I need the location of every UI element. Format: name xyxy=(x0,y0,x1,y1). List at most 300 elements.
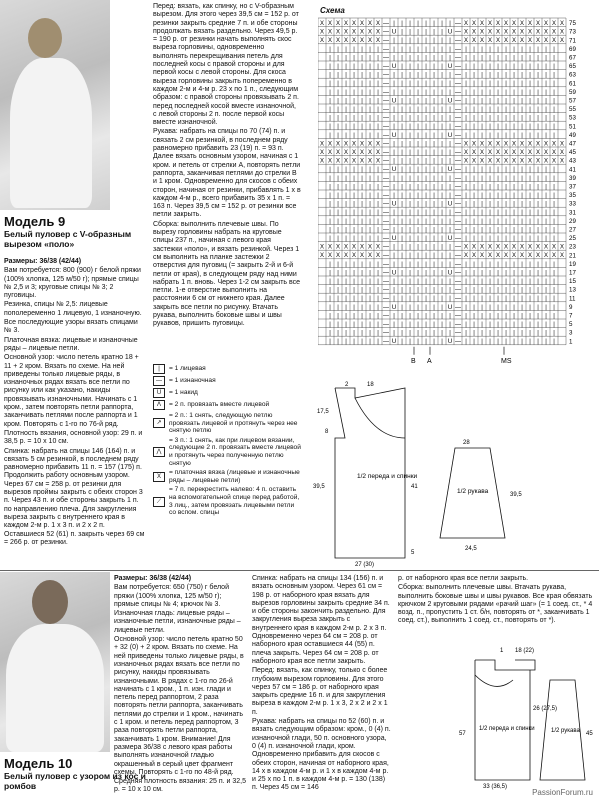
chart-cell-symbol: X xyxy=(527,29,533,36)
chart-cell-symbol: | xyxy=(473,210,475,217)
chart-cell-symbol: — xyxy=(383,158,389,165)
chart-cell-symbol: | xyxy=(409,132,411,139)
chart-cell-symbol: | xyxy=(409,150,411,156)
chart-cell-symbol: | xyxy=(353,339,355,346)
chart-cell-symbol: X xyxy=(375,158,381,165)
chart-cell-symbol: | xyxy=(553,72,555,79)
chart-cell-symbol: | xyxy=(529,287,531,294)
chart-cell-symbol: | xyxy=(449,175,451,182)
chart-cell-symbol: X xyxy=(543,150,549,156)
chart-cell-symbol: — xyxy=(455,330,461,337)
legend-symbol: U xyxy=(153,388,165,398)
chart-cell-symbol: X xyxy=(359,29,365,36)
chart-cell-symbol: X xyxy=(527,150,533,156)
chart-cell-symbol: | xyxy=(513,55,515,62)
chart-cell-symbol: | xyxy=(473,115,475,122)
chart-cell-symbol: | xyxy=(393,175,395,182)
chart-cell-symbol: | xyxy=(553,107,555,113)
chart-cell-symbol: X xyxy=(335,141,341,148)
chart-cell-symbol: | xyxy=(545,227,547,234)
chart-row-label: 37 xyxy=(569,183,576,191)
chart-row-label: 25 xyxy=(569,235,576,243)
chart-cell-symbol: | xyxy=(529,115,531,122)
chart-cell-symbol: | xyxy=(361,296,363,303)
chart-cell-symbol: | xyxy=(409,201,411,208)
chart-cell-symbol: | xyxy=(433,89,435,96)
chart-cell-symbol: | xyxy=(401,150,403,156)
chart-cell-symbol: | xyxy=(553,132,555,139)
chart-cell-symbol: | xyxy=(441,81,443,88)
chart-cell-symbol: | xyxy=(529,339,531,346)
chart-cell-symbol: | xyxy=(329,124,331,131)
chart-cell-symbol: | xyxy=(489,46,491,53)
chart-cell-symbol: | xyxy=(409,322,411,328)
chart-cell-symbol: | xyxy=(409,218,411,225)
chart-cell-symbol: | xyxy=(417,175,419,182)
chart-cell-symbol: | xyxy=(529,210,531,217)
chart-cell-symbol: | xyxy=(513,287,515,294)
chart-cell-symbol: | xyxy=(353,201,355,208)
chart-cell-symbol: | xyxy=(521,339,523,346)
m9-left-p1: Вам потребуется: 800 (900) г белой пряжи (100% хлопка, 125 м/50 г); прямые спицы № 2,5 и 3; круговые спицы № 3; 2 пуговицы. xyxy=(4,267,141,300)
chart-cell-symbol: | xyxy=(401,141,403,148)
chart-cell-symbol: — xyxy=(383,98,389,105)
chart-cell-symbol: | xyxy=(449,210,451,217)
m10-c2-p0: Спинка: набрать на спицы 134 (156) п. и вязать основным узором. Через 61 см = 198 р. от наборного края вязать для вырезов горловины закрыть средние 34 п. и обе стороны закончить раздельно. Для закругления выреза закрыть с внутреннего края в каждом 2-м р. 2 х 3 п. Одновременно через 64 см = 208 р. от наборного края оставшиеся 44 (55) п. плеча закрыть. Через 64 см = 208 р. от наборного края все петли закрыть. xyxy=(252,575,390,665)
chart-cell-symbol: X xyxy=(511,244,517,251)
chart-cell-symbol: | xyxy=(409,141,411,148)
chart-row-label: 61 xyxy=(569,80,576,88)
chart-cell-symbol: | xyxy=(529,296,531,303)
chart-cell-symbol: | xyxy=(417,115,419,122)
chart-cell-symbol: | xyxy=(545,210,547,217)
chart-cell-symbol: | xyxy=(345,184,347,191)
chart-cell-symbol: | xyxy=(545,236,547,242)
chart-cell-symbol: | xyxy=(329,175,331,182)
chart-cell-symbol: | xyxy=(361,339,363,346)
chart-cell-symbol: U xyxy=(447,29,453,36)
chart-cell-symbol: X xyxy=(327,158,333,165)
chart-cell-symbol: X xyxy=(543,38,549,45)
chart-cell-symbol: | xyxy=(329,261,331,268)
chart-cell-symbol: | xyxy=(513,304,515,311)
chart-cell-symbol: | xyxy=(521,193,523,199)
chart-cell-symbol: | xyxy=(337,339,339,346)
chart-cell-symbol: — xyxy=(455,21,461,27)
chart-cell-symbol: | xyxy=(361,72,363,79)
chart-cell-symbol: X xyxy=(375,150,381,156)
chart-cell-symbol: U xyxy=(391,29,397,36)
chart-cell-symbol: — xyxy=(383,21,389,27)
model9-left-column xyxy=(4,258,147,548)
chart-cell-symbol: | xyxy=(377,218,379,225)
chart-cell-symbol: | xyxy=(425,64,427,70)
chart-cell-symbol: X xyxy=(327,253,333,260)
chart-cell-symbol: | xyxy=(433,141,435,148)
chart-cell-symbol: X xyxy=(519,141,525,148)
chart-cell-symbol: | xyxy=(401,210,403,217)
chart-cell-symbol: | xyxy=(433,322,435,328)
chart-cell-symbol: | xyxy=(489,107,491,113)
chart-cell-symbol: | xyxy=(497,124,499,131)
chart-cell-symbol: | xyxy=(425,270,427,277)
chart-cell-symbol: | xyxy=(329,279,331,285)
chart-cell-symbol: | xyxy=(361,193,363,199)
chart-cell-symbol: X xyxy=(511,141,517,148)
chart-cell-symbol: | xyxy=(465,175,467,182)
chart-cell-symbol: | xyxy=(377,279,379,285)
chart-cell-symbol: | xyxy=(441,330,443,337)
chart-cell-symbol: | xyxy=(377,107,379,113)
chart-row-label: 49 xyxy=(569,131,576,139)
chart-cell-symbol: | xyxy=(401,89,403,96)
chart-cell-symbol: — xyxy=(455,55,461,62)
chart-cell-symbol: X xyxy=(503,38,509,45)
chart-cell-symbol: | xyxy=(529,124,531,131)
chart-cell-symbol: | xyxy=(369,339,371,346)
model10-title-text: Модель 10 xyxy=(4,756,73,771)
chart-cell-symbol: | xyxy=(505,210,507,217)
chart-cell-symbol: X xyxy=(471,244,477,251)
chart-cell-symbol: | xyxy=(337,227,339,234)
m9-left-p6: Плотность вязания, основной узор: 29 п. и 38,5 р. = 10 х 10 см. xyxy=(4,429,143,446)
chart-cell-symbol: | xyxy=(329,55,331,62)
chart-cell-symbol: | xyxy=(489,330,491,337)
chart-cell-symbol: | xyxy=(497,64,499,70)
chart-cell-symbol: | xyxy=(425,55,427,62)
chart-cell-symbol: | xyxy=(545,175,547,182)
chart-cell-symbol: | xyxy=(377,330,379,337)
chart-row-label: 75 xyxy=(569,20,576,28)
chart-cell-symbol: | xyxy=(521,201,523,208)
chart-cell-symbol: | xyxy=(513,175,515,182)
chart-cell-symbol: | xyxy=(353,55,355,62)
chart-cell-symbol: — xyxy=(455,193,461,199)
chart-cell-symbol: | xyxy=(353,89,355,96)
chart-cell-symbol: | xyxy=(401,261,403,268)
model10-subtitle: Белый пуловер с узором из кос и ромбов xyxy=(4,771,146,791)
chart-cell-symbol: | xyxy=(417,64,419,70)
chart-cell-symbol: | xyxy=(449,150,451,156)
chart-cell-symbol: | xyxy=(513,167,515,174)
chart-row-label: 39 xyxy=(569,174,576,182)
chart-cell-symbol: | xyxy=(521,72,523,79)
chart-cell-symbol: | xyxy=(425,150,427,156)
chart-cell-symbol: | xyxy=(353,330,355,337)
chart-cell-symbol: | xyxy=(497,193,499,199)
chart-cell-symbol: | xyxy=(361,218,363,225)
chart-cell-symbol: | xyxy=(433,46,435,53)
chart-row-label: 7 xyxy=(569,312,573,320)
chart-cell-symbol: | xyxy=(537,184,539,191)
chart-cell-symbol: | xyxy=(441,72,443,79)
chart-cell-symbol: | xyxy=(449,89,451,96)
chart-cell-symbol: — xyxy=(455,227,461,234)
chart-cell-symbol: X xyxy=(519,21,525,27)
chart-cell-symbol: | xyxy=(497,115,499,122)
chart-cell-symbol: | xyxy=(353,261,355,268)
chart-cell-symbol: | xyxy=(441,132,443,139)
chart-cell-symbol: X xyxy=(535,253,541,260)
chart-cell-symbol: — xyxy=(383,55,389,62)
chart-cell-symbol: | xyxy=(361,89,363,96)
chart-cell-symbol: X xyxy=(463,150,469,156)
chart-cell-symbol: X xyxy=(495,38,501,45)
chart-cell-symbol: X xyxy=(543,29,549,36)
chart-cell-symbol: | xyxy=(337,64,339,70)
chart-cell-symbol: | xyxy=(433,279,435,285)
chart-cell-symbol: | xyxy=(417,193,419,199)
chart-cell-symbol: | xyxy=(489,115,491,122)
front-back-neck xyxy=(355,398,405,438)
knitting-grid xyxy=(318,18,566,345)
chart-cell-symbol: — xyxy=(455,296,461,303)
chart-row-label: 19 xyxy=(569,260,576,268)
chart-cell-symbol: | xyxy=(329,167,331,174)
chart-cell-symbol: | xyxy=(449,158,451,165)
chart-cell-symbol: — xyxy=(383,141,389,148)
chart-cell-symbol: | xyxy=(369,236,371,242)
chart-cell-symbol: X xyxy=(335,253,341,260)
chart-cell-symbol: | xyxy=(529,72,531,79)
chart-cell-symbol: | xyxy=(441,279,443,285)
chart-cell-symbol: | xyxy=(537,304,539,311)
chart-cell-symbol: | xyxy=(353,175,355,182)
m10-neck xyxy=(475,675,513,686)
chart-cell-symbol: X xyxy=(519,29,525,36)
chart-cell-symbol: | xyxy=(521,218,523,225)
chart-cell-symbol: | xyxy=(377,287,379,294)
chart-cell-symbol: | xyxy=(417,210,419,217)
chart-cell-symbol: | xyxy=(505,115,507,122)
chart-cell-symbol: | xyxy=(465,184,467,191)
chart-cell-symbol: — xyxy=(455,279,461,285)
chart-cell-symbol: | xyxy=(393,244,395,251)
chart-cell-symbol: X xyxy=(543,253,549,260)
chart-cell-symbol: | xyxy=(489,89,491,96)
chart-cell-symbol: | xyxy=(497,279,499,285)
chart-cell-symbol: | xyxy=(465,210,467,217)
chart-cell-symbol: | xyxy=(441,158,443,165)
chart-cell-symbol: X xyxy=(487,253,493,260)
chart-cell-symbol: | xyxy=(329,132,331,139)
chart-cell-symbol: | xyxy=(433,81,435,88)
m10-dim: 18 (22) xyxy=(515,648,535,654)
chart-cell-symbol: X xyxy=(479,253,485,260)
chart-cell-symbol: | xyxy=(353,227,355,234)
m10-sleeve-label: 1/2 рукава xyxy=(551,728,580,734)
m10-body-outline xyxy=(475,660,530,780)
chart-cell-symbol: | xyxy=(505,124,507,131)
chart-cell-symbol: | xyxy=(497,175,499,182)
chart-cell-symbol: | xyxy=(377,296,379,303)
chart-cell-symbol: | xyxy=(393,279,395,285)
chart-cell-symbol: | xyxy=(329,89,331,96)
chart-cell-symbol: | xyxy=(537,210,539,217)
chart-cell-symbol: — xyxy=(383,107,389,113)
m10-c1-p2: Изнаночная гладь: лицевые ряды – изнаночные петли, изнаночные ряды – лицевые петли. xyxy=(114,610,241,634)
chart-cell-symbol: X xyxy=(519,38,525,45)
chart-cell-symbol: — xyxy=(383,270,389,277)
chart-cell-symbol: | xyxy=(425,89,427,96)
chart-cell-symbol: X xyxy=(367,253,373,260)
chart-cell-symbol: X xyxy=(351,158,357,165)
chart-cell-symbol: — xyxy=(455,304,461,311)
chart-row-label: 35 xyxy=(569,192,576,200)
chart-cell-symbol: U xyxy=(447,132,453,139)
chart-cell-symbol: | xyxy=(441,167,443,174)
chart-cell-symbol: — xyxy=(455,210,461,217)
chart-cell-symbol: U xyxy=(391,132,397,139)
chart-cell-symbol: X xyxy=(463,21,469,27)
chart-cell-symbol: | xyxy=(521,210,523,217)
chart-cell-symbol: | xyxy=(465,236,467,242)
model10-col1 xyxy=(114,575,247,796)
chart-cell-symbol: | xyxy=(377,72,379,79)
chart-cell-symbol: X xyxy=(463,141,469,148)
chart-cell-symbol: | xyxy=(545,330,547,337)
chart-cell-symbol: | xyxy=(369,270,371,277)
chart-cell-symbol: X xyxy=(559,38,565,45)
chart-cell-symbol: | xyxy=(513,313,515,320)
chart-cell-symbol: — xyxy=(455,38,461,45)
chart-cell-symbol: | xyxy=(529,81,531,88)
chart-cell-symbol: | xyxy=(417,330,419,337)
chart-cell-symbol: | xyxy=(377,339,379,346)
chart-cell-symbol: X xyxy=(495,21,501,27)
m10-c3-p1: Сборка: выполнить плечевые швы. Втачать рукава, выполнить боковые швы и швы рукавов. Все края обвязать крючком 2 круговыми рядами «рачий шаг» (= 1 соед. ст., * 4 возд. п., пропустить 1 ст. б/н, повторять от *, заканчивать 1 соед. ст.), выполнить 1 соед. ст., повторять от *). xyxy=(398,584,593,625)
chart-cell-symbol: | xyxy=(329,330,331,337)
chart-cell-symbol: | xyxy=(497,287,499,294)
chart-cell-symbol: | xyxy=(441,55,443,62)
chart-cell-symbol: | xyxy=(553,55,555,62)
chart-cell-symbol: | xyxy=(497,339,499,346)
chart-cell-symbol: | xyxy=(481,132,483,139)
chart-cell-symbol: | xyxy=(473,98,475,105)
chart-cell-symbol: X xyxy=(535,158,541,165)
chart-cell-symbol: | xyxy=(441,287,443,294)
chart-cell-symbol: — xyxy=(383,89,389,96)
chart-cell-symbol: X xyxy=(503,29,509,36)
chart-cell-symbol: X xyxy=(535,141,541,148)
chart-cell-symbol: X xyxy=(495,29,501,36)
chart-cell-symbol: | xyxy=(465,313,467,320)
chart-cell-symbol: | xyxy=(465,304,467,311)
chart-cell-symbol: — xyxy=(383,322,389,328)
chart-cell-symbol: | xyxy=(433,64,435,70)
chart-cell-symbol: | xyxy=(417,72,419,79)
chart-cell-symbol: | xyxy=(353,296,355,303)
chart-cell-symbol: | xyxy=(545,115,547,122)
chart-cell-symbol: | xyxy=(473,89,475,96)
chart-cell-symbol: X xyxy=(487,29,493,36)
chart-cell-symbol: | xyxy=(353,218,355,225)
chart-cell-symbol: | xyxy=(521,89,523,96)
chart-cell-symbol: | xyxy=(449,253,451,260)
chart-cell-symbol: | xyxy=(481,236,483,242)
chart-cell-symbol: X xyxy=(319,150,325,156)
chart-cell-symbol: | xyxy=(473,124,475,131)
chart-cell-symbol: X xyxy=(359,253,365,260)
legend-text: = 2 п. провязать вместе лицевой xyxy=(169,401,270,409)
chart-cell-symbol: — xyxy=(383,115,389,122)
chart-cell-symbol: | xyxy=(361,132,363,139)
chart-cell-symbol: | xyxy=(473,236,475,242)
chart-cell-symbol: | xyxy=(393,218,395,225)
chart-cell-symbol: X xyxy=(471,141,477,148)
chart-cell-symbol: | xyxy=(481,124,483,131)
chart-cell-symbol: | xyxy=(529,261,531,268)
chart-cell-symbol: | xyxy=(377,210,379,217)
chart-cell-symbol: | xyxy=(425,236,427,242)
chart-cell-symbol: | xyxy=(361,184,363,191)
front-back-label: 1/2 переда и спинки xyxy=(357,473,418,480)
chart-cell-symbol: | xyxy=(465,55,467,62)
chart-cell-symbol: | xyxy=(545,72,547,79)
chart-cell-symbol: | xyxy=(337,193,339,199)
chart-cell-symbol: — xyxy=(455,253,461,260)
chart-cell-symbol: X xyxy=(343,150,349,156)
chart-cell-symbol: X xyxy=(543,244,549,251)
chart-row-label: 59 xyxy=(569,88,576,96)
legend-item xyxy=(153,364,303,374)
chart-cell-symbol: — xyxy=(455,236,461,242)
chart-cell-symbol: | xyxy=(497,296,499,303)
chart-cell-symbol: | xyxy=(481,322,483,328)
chart-cell-symbol: | xyxy=(441,253,443,260)
chart-cell-symbol: | xyxy=(521,46,523,53)
chart-cell-symbol: | xyxy=(505,201,507,208)
chart-cell-symbol: | xyxy=(449,287,451,294)
chart-cell-symbol: | xyxy=(345,261,347,268)
m9-left-p2: Резинка, спицы № 2,5: лицевые пополеременно 1 лицевую, 1 изнаночную. xyxy=(4,301,142,317)
chart-cell-symbol: — xyxy=(455,322,461,328)
chart-cell-symbol: | xyxy=(393,124,395,131)
chart-cell-symbol: | xyxy=(377,193,379,199)
chart-cell-symbol: | xyxy=(377,261,379,268)
chart-cell-symbol: X xyxy=(479,21,485,27)
legend-symbol: — xyxy=(153,376,165,386)
chart-cell-symbol: | xyxy=(361,55,363,62)
chart-cell-symbol: X xyxy=(559,21,565,27)
chart-cell-symbol: | xyxy=(409,339,411,346)
chart-cell-symbol: | xyxy=(329,184,331,191)
chart-cell-symbol: | xyxy=(425,287,427,294)
chart-cell-symbol: — xyxy=(383,339,389,346)
chart-cell-symbol: | xyxy=(449,46,451,53)
chart-cell-symbol: | xyxy=(329,322,331,328)
chart-cell-symbol: | xyxy=(489,72,491,79)
chart-cell-symbol: | xyxy=(513,72,515,79)
chart-cell-symbol: | xyxy=(425,227,427,234)
chart-cell-symbol: | xyxy=(329,107,331,113)
dim-label: 27 (30) xyxy=(355,562,375,568)
chart-cell-symbol: | xyxy=(409,313,411,320)
chart-cell-symbol: | xyxy=(369,261,371,268)
chart-cell-symbol: | xyxy=(465,132,467,139)
m10-c1-p4: Средняя плотность вязания: 25 п. и 32,5 р. = 10 х 10 см. xyxy=(114,778,246,794)
chart-cell-symbol: | xyxy=(513,98,515,105)
chart-cell-symbol: | xyxy=(489,261,491,268)
model9-photo-sweater xyxy=(10,58,92,208)
chart-cell-symbol: | xyxy=(465,46,467,53)
chart-cell-symbol: | xyxy=(409,236,411,242)
chart-row-label: 17 xyxy=(569,269,576,277)
chart-cell-symbol: | xyxy=(513,279,515,285)
chart-cell-symbol: | xyxy=(537,218,539,225)
chart-cell-symbol: | xyxy=(521,296,523,303)
chart-cell-symbol: | xyxy=(545,184,547,191)
